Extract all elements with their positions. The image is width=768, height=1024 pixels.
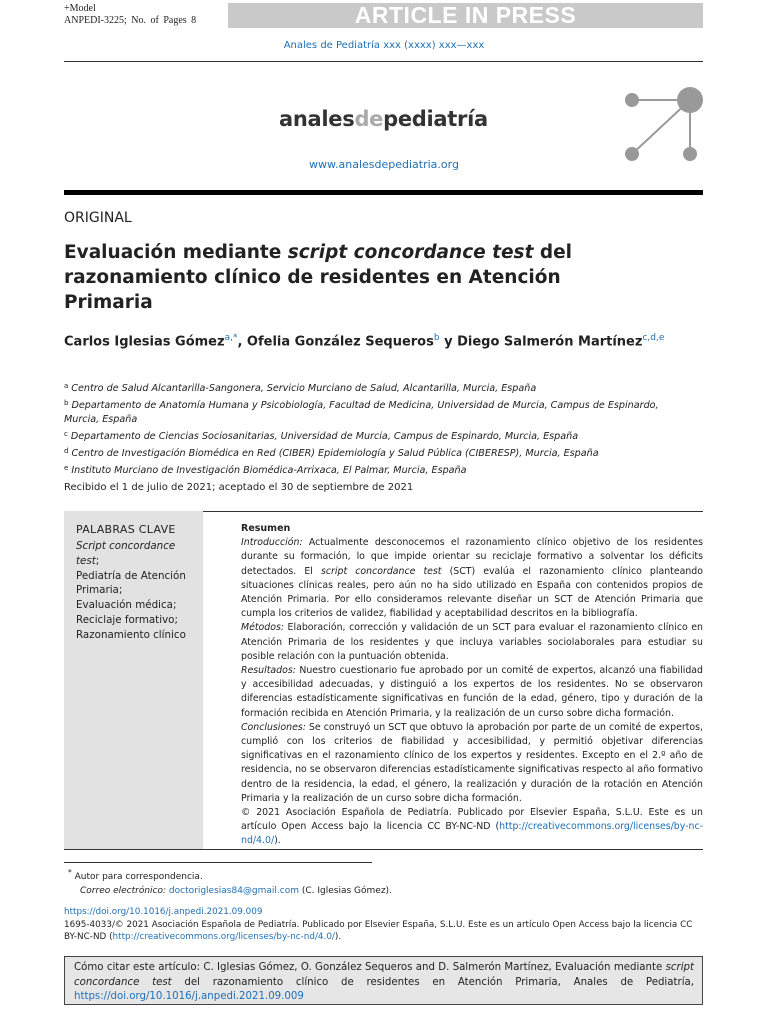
masthead-divider bbox=[64, 190, 703, 195]
citation-text: Cómo citar este artículo: C. Iglesias Gómez, O. González Sequeros and D. Salmerón Martínez, Evaluación mediante script concordance test del razonamiento clínico de residentes en Atención Primaria, Anales de Pediatría, https://doi.org/10.1016/j.anpedi.2021.09.009 bbox=[74, 962, 695, 1002]
affiliation-text: Departamento de Anatomía Humana y Psicobiología, Facultad de Medicina, Universidad de Murcia, Campus de Espinardo, Murcia, España bbox=[64, 400, 659, 425]
keyword-item: Evaluación médica; bbox=[76, 599, 177, 612]
affiliation-item bbox=[64, 444, 684, 461]
license-link[interactable]: http://creativecommons.org/licenses/by-nc-nd/4.0/ bbox=[241, 821, 703, 847]
keyword-item: Reciclaje formativo; bbox=[76, 613, 178, 626]
citation-box bbox=[64, 956, 703, 1005]
affiliations bbox=[64, 379, 684, 478]
abstract-heading: Resumen bbox=[241, 523, 291, 534]
citation-doi-link[interactable]: https://doi.org/10.1016/j.anpedi.2021.09.009 bbox=[74, 991, 304, 1002]
affiliation-mark: b bbox=[64, 399, 69, 407]
logo-part-anales: anales bbox=[279, 107, 355, 131]
journal-reference: Anales de Pediatría xxx (xxxx) xxx—xxx bbox=[283, 40, 485, 51]
author-name: Ofelia González Sequeros bbox=[246, 334, 434, 350]
author-separator: , bbox=[237, 334, 247, 350]
keywords-list bbox=[76, 539, 200, 643]
author-name: Diego Salmerón Martínez bbox=[457, 334, 643, 350]
molecule-network-icon bbox=[618, 82, 708, 162]
author-list bbox=[64, 333, 664, 349]
keywords-panel bbox=[64, 511, 203, 849]
issn-license-link[interactable]: http://creativecommons.org/licenses/by-nc-nd/4.0/ bbox=[112, 932, 335, 943]
keywords-heading: PALABRAS CLAVE bbox=[76, 523, 176, 536]
article-in-press-banner bbox=[228, 3, 703, 28]
header-divider bbox=[64, 61, 703, 62]
abstract-bottom-rule bbox=[64, 849, 703, 850]
article-in-press-label: ARTICLE IN PRESS bbox=[354, 2, 577, 28]
received-dates: Recibido el 1 de julio de 2021; aceptado el 30 de septiembre de 2021 bbox=[64, 482, 414, 493]
author-separator: y bbox=[439, 334, 458, 350]
affiliation-text: Centro de Salud Alcantarilla-Sangonera, Servicio Murciano de Salud, Alcantarilla, Murcia, España bbox=[71, 383, 537, 394]
affiliation-text: Instituto Murciano de Investigación Biomédica-Arrixaca, El Palmar, Murcia, España bbox=[71, 465, 467, 476]
correspondence-footnote: * Autor para correspondencia. Correo electrónico: doctoriglesias84@gmail.com (C. Iglesias Gómez). bbox=[68, 868, 392, 896]
model-label: +Model bbox=[64, 3, 96, 14]
section-label: ORIGINAL bbox=[64, 210, 132, 226]
journal-website-link[interactable]: www.analesdepediatria.org bbox=[309, 158, 459, 171]
footnote-rule bbox=[64, 862, 372, 863]
affiliation-text: Centro de Investigación Biomédica en Red (CIBER) Epidemiología y Salud Pública (CIBERESP), Murcia, España bbox=[71, 448, 599, 459]
affiliation-mark: a bbox=[64, 382, 69, 390]
abstract-conclusions: Conclusiones: Se construyó un SCT que obtuvo la aprobación por parte de un comité de expertos, cumplió con los criterios de fiabilidad y accesibilidad, y permitió objetivar diferencias significativas en el razonamiento clínico de los expertos y residentes. Excepto en el 2.º año de residencia, no se observaron diferencias estadísticamente significativas respecto al año formativo dentro de la residencia, la edad, el género, la realización y duración de la rotación en Atención Primaria y la realización de un curso sobre dicha formación. bbox=[241, 721, 703, 804]
doi-link[interactable]: https://doi.org/10.1016/j.anpedi.2021.09.009 bbox=[64, 907, 263, 917]
abstract bbox=[241, 522, 703, 849]
author-affiliation-marks[interactable]: c,d,e bbox=[642, 333, 665, 343]
abstract-copyright: © 2021 Asociación Española de Pediatría. Publicado por Elsevier España, S.L.U. Este es un artículo Open Access bajo la licencia CC BY-NC-ND (http://creativecommons.org/licenses/by-nc-nd/4.0/). bbox=[241, 807, 703, 847]
affiliation-mark: e bbox=[64, 464, 69, 472]
document-id: ANPEDI-3225; No. of Pages 8 bbox=[64, 15, 197, 26]
affiliation-mark: d bbox=[64, 447, 69, 455]
keyword-item: Razonamiento clínico bbox=[76, 628, 186, 641]
title-italic-term: script concordance test bbox=[287, 242, 534, 263]
abstract-results: Resultados: Nuestro cuestionario fue aprobado por un comité de expertos, alcanzó una fiabilidad y accesibilidad adecuadas, y distinguió a los expertos de los residentes. No se observaron diferencias estadísticamente significativas en función de la edad, género, tipo y duración de la formación recibida en Atención Primaria, y la realización de un curso sobre dicha formación. bbox=[241, 665, 703, 719]
doi-and-license: https://doi.org/10.1016/j.anpedi.2021.09.009 1695-4033/© 2021 Asociación Española de Pediatría. Publicado por Elsevier España, S.L.U. Este es un artículo Open Access bajo la licencia CC BY-NC-ND (http://creativecommons.org/licenses/by-nc-nd/4.0/). bbox=[64, 907, 693, 943]
affiliation-item bbox=[64, 396, 684, 427]
logo-part-pediatria: pediatría bbox=[383, 107, 488, 131]
keyword-item: Script concordance test; bbox=[76, 540, 176, 567]
affiliation-text: Departamento de Ciencias Sociosanitarias, Universidad de Murcia, Campus de Espinardo, Murcia, España bbox=[70, 431, 579, 442]
journal-logo bbox=[279, 107, 488, 131]
affiliation-item bbox=[64, 379, 684, 396]
abstract-methods: Métodos: Elaboración, corrección y validación de un SCT para evaluar el razonamiento clínico en Atención Primaria de los residentes y que incluya variables sociolaborales para estudiar su posible relación con la puntuación obtenida. bbox=[241, 622, 703, 662]
affiliation-item bbox=[64, 461, 684, 478]
article-title: Evaluación mediante script concordance test del razonamiento clínico de residentes en Atención Primaria bbox=[64, 242, 572, 313]
author-affiliation-marks[interactable]: b bbox=[433, 333, 440, 343]
email-link[interactable]: doctoriglesias84@gmail.com bbox=[168, 885, 299, 896]
abstract-introduction: Introducción: Actualmente desconocemos el razonamiento clínico objetivo de los residentes durante su formación, lo que impide orientar su reciclaje formativo a solventar los déficits detectados. El script concordance test (SCT) evalúa el razonamiento clínico planteando situaciones clínicas reales, pero aún no ha sido utilizado en España con contenidos propios de Atención Primaria. Por ello consideramos relevante diseñar un SCT de Atención Primaria que cumpla los criterios de validez, fiabilidad y aceptabilidad descritos en la bibliografía. bbox=[241, 537, 703, 620]
abstract-top-rule bbox=[203, 511, 703, 512]
keyword-item: Pediatría de Atención Primaria; bbox=[76, 569, 186, 597]
author-affiliation-marks[interactable]: a,* bbox=[224, 333, 238, 343]
logo-part-de: de bbox=[354, 107, 384, 131]
author-name: Carlos Iglesias Gómez bbox=[64, 334, 225, 350]
affiliation-mark: c bbox=[64, 430, 68, 438]
affiliation-item bbox=[64, 427, 684, 444]
